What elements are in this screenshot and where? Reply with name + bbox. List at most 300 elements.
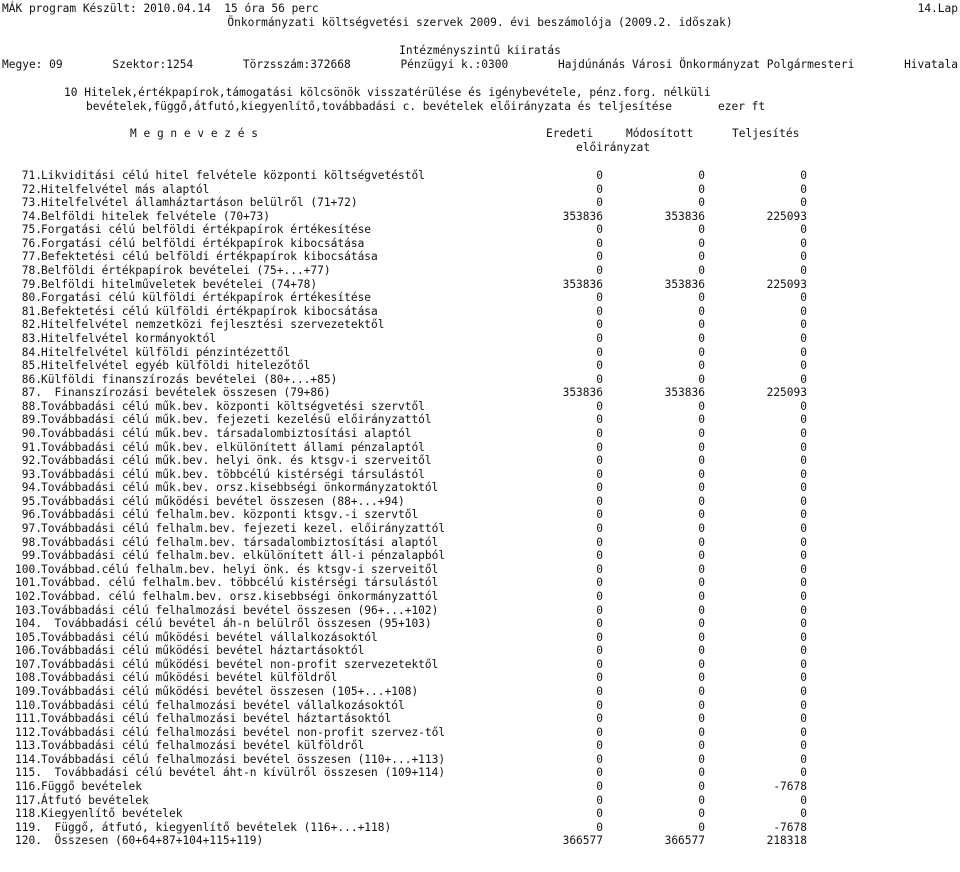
value-original: 0 (596, 182, 603, 196)
table-row (0, 305, 960, 319)
row-number: 86. (21, 372, 42, 386)
value-original: 0 (596, 440, 603, 454)
table-row (0, 386, 960, 400)
col-header-modified: Módosított (626, 127, 694, 140)
data-table (0, 169, 960, 848)
value-actual: 225093 (766, 386, 807, 400)
row-number: 104. (15, 617, 42, 631)
value-modified: 0 (698, 223, 705, 237)
value-original: 353836 (562, 386, 603, 400)
value-actual: 0 (800, 250, 807, 264)
value-original: 0 (596, 684, 603, 698)
value-actual: 0 (800, 182, 807, 196)
table-row (0, 291, 960, 305)
value-modified: 0 (698, 603, 705, 617)
row-number: 105. (15, 630, 42, 644)
col-header-name: M e g n e v e z é s (130, 127, 258, 140)
value-actual: 0 (800, 481, 807, 495)
table-row (0, 508, 960, 522)
row-label: Függő, átfutó, kiegyenlítő bevételek (116+...+118) (41, 820, 392, 834)
value-actual: 0 (800, 318, 807, 332)
value-modified: 0 (698, 508, 705, 522)
value-original: 0 (596, 522, 603, 536)
value-actual: 0 (800, 535, 807, 549)
row-number: 92. (21, 454, 42, 468)
value-actual: 0 (800, 589, 807, 603)
value-modified: 0 (698, 630, 705, 644)
row-label: Függő bevételek (41, 780, 143, 794)
sector: Szektor:1254 (112, 58, 194, 71)
row-number: 95. (21, 494, 42, 508)
value-modified: 0 (698, 331, 705, 345)
value-actual: 0 (800, 426, 807, 440)
value-original: 0 (596, 345, 603, 359)
table-row (0, 237, 960, 251)
row-number: 88. (21, 399, 42, 413)
table-row (0, 318, 960, 332)
value-original: 0 (596, 807, 603, 821)
table-row (0, 807, 960, 821)
value-original: 0 (596, 250, 603, 264)
row-label: Továbbad. célú felhalm.bev. orsz.kisebbségi önkormányzattól (41, 589, 439, 603)
value-modified: 0 (698, 494, 705, 508)
row-label: Befektetési célú belföldi értékpapírok kibocsátása (41, 250, 378, 264)
row-label: Továbbadási célú felhalmozási bevétel külföldről (41, 739, 365, 753)
value-modified: 0 (698, 413, 705, 427)
value-modified: 0 (698, 196, 705, 210)
value-actual: 0 (800, 807, 807, 821)
row-number: 118. (15, 807, 42, 821)
value-original: 0 (596, 264, 603, 278)
table-row (0, 522, 960, 536)
value-actual: 0 (800, 236, 807, 250)
table-row (0, 536, 960, 550)
value-original: 0 (596, 236, 603, 250)
row-number: 94. (21, 481, 42, 495)
row-number: 107. (15, 657, 42, 671)
row-label: Továbbadási célú működési bevétel külföldről (41, 671, 338, 685)
value-actual: 0 (800, 739, 807, 753)
row-number: 113. (15, 739, 42, 753)
value-modified: 0 (698, 766, 705, 780)
table-row (0, 699, 960, 713)
value-original: 0 (596, 617, 603, 631)
value-actual: 0 (800, 399, 807, 413)
row-label: Továbbadási célú műk.bev. elkülönített állami pénzalaptól (41, 440, 425, 454)
value-actual: 0 (800, 372, 807, 386)
row-number: 80. (21, 291, 42, 305)
value-actual: 0 (800, 196, 807, 210)
value-modified: 0 (698, 440, 705, 454)
value-actual: 0 (800, 264, 807, 278)
value-actual: 0 (800, 657, 807, 671)
table-row (0, 685, 960, 699)
col-header-actual: Teljesítés (732, 127, 800, 140)
value-actual: 0 (800, 630, 807, 644)
value-actual: 0 (800, 644, 807, 658)
row-label: Hitelfelvétel államháztartáson belülről (71+72) (41, 196, 358, 210)
value-actual: 0 (800, 684, 807, 698)
row-number: 110. (15, 698, 42, 712)
row-number: 73. (21, 196, 42, 210)
value-modified: 0 (698, 820, 705, 834)
value-original: 0 (596, 589, 603, 603)
value-original: 0 (596, 454, 603, 468)
value-original: 0 (596, 712, 603, 726)
value-modified: 0 (698, 684, 705, 698)
row-number: 78. (21, 264, 42, 278)
row-label: Továbbadási célú műk.bev. központi költségvetési szervtől (41, 399, 425, 413)
value-actual: 0 (800, 467, 807, 481)
row-number: 109. (15, 684, 42, 698)
value-original: 0 (596, 549, 603, 563)
row-number: 82. (21, 318, 42, 332)
value-modified: 353836 (664, 209, 705, 223)
table-row (0, 332, 960, 346)
value-modified: 0 (698, 264, 705, 278)
row-label: Továbbadási célú működési bevétel háztartásoktól (41, 644, 365, 658)
row-number: 108. (15, 671, 42, 685)
value-actual: 0 (800, 304, 807, 318)
value-actual: 225093 (766, 209, 807, 223)
table-row (0, 169, 960, 183)
table-row (0, 454, 960, 468)
row-number: 112. (15, 725, 42, 739)
row-label: Likviditási célú hitel felvétele központi költségvetéstől (41, 169, 425, 182)
row-label: Hitelfelvétel más alaptól (41, 182, 210, 196)
table-row (0, 359, 960, 373)
table-row (0, 427, 960, 441)
value-modified: 0 (698, 644, 705, 658)
row-label: Forgatási célú belföldi értékpapírok kibocsátása (41, 236, 365, 250)
row-number: 81. (21, 304, 42, 318)
table-row (0, 278, 960, 292)
value-actual: 0 (800, 793, 807, 807)
row-number: 101. (15, 576, 42, 590)
institution-name-suffix: Hivatala (904, 58, 958, 71)
table-row (0, 766, 960, 780)
value-actual: 0 (800, 562, 807, 576)
value-original: 0 (596, 331, 603, 345)
row-label: Továbbadási célú bevétel áht-n kívülről összesen (109+114) (41, 766, 446, 780)
row-number: 77. (21, 250, 42, 264)
row-number: 111. (15, 712, 42, 726)
row-label: Átfutó bevételek (41, 793, 149, 807)
table-row (0, 250, 960, 264)
value-original: 0 (596, 304, 603, 318)
row-number: 100. (15, 562, 42, 576)
table-row (0, 780, 960, 794)
value-modified: 0 (698, 399, 705, 413)
row-label: Belföldi értékpapírok bevételei (75+...+77) (41, 264, 331, 278)
value-original: 0 (596, 725, 603, 739)
value-original: 0 (596, 630, 603, 644)
unit-label: ezer ft (717, 100, 766, 113)
row-label: Továbbadási célú felhalmozási bevétel vállalkozásoktól (41, 698, 405, 712)
value-modified: 0 (698, 359, 705, 373)
row-label: Hitelfelvétel egyéb külföldi hitelezőtől (41, 359, 311, 373)
value-original: 0 (596, 657, 603, 671)
table-row (0, 183, 960, 197)
report-section: Intézményszintű kiiratás (399, 44, 561, 57)
row-number: 72. (21, 182, 42, 196)
table-row (0, 658, 960, 672)
value-original: 0 (596, 467, 603, 481)
value-actual: 0 (800, 494, 807, 508)
table-row (0, 495, 960, 509)
value-modified: 0 (698, 535, 705, 549)
value-modified: 0 (698, 589, 705, 603)
institution-name: Hajdúnánás Városi Önkormányzat Polgármesteri (557, 58, 855, 71)
table-row (0, 549, 960, 563)
value-actual: 0 (800, 454, 807, 468)
value-modified: 0 (698, 304, 705, 318)
table-row (0, 671, 960, 685)
row-label: Továbbadási célú műk.bev. fejezeti kezelésű előirányzattól (41, 413, 432, 427)
value-modified: 0 (698, 807, 705, 821)
table-row (0, 821, 960, 835)
value-modified: 0 (698, 372, 705, 386)
table-row (0, 196, 960, 210)
value-actual: -7678 (773, 820, 807, 834)
row-number: 76. (21, 236, 42, 250)
value-actual: 218318 (766, 834, 807, 848)
value-modified: 0 (698, 291, 705, 305)
value-actual: 0 (800, 603, 807, 617)
table-row (0, 346, 960, 360)
value-modified: 0 (698, 467, 705, 481)
value-original: 366577 (562, 834, 603, 848)
row-number: 74. (21, 209, 42, 223)
row-label: Továbbadási célú műk.bev. többcélú kistérségi társulástól (41, 467, 425, 481)
table-row (0, 631, 960, 645)
value-modified: 0 (698, 739, 705, 753)
value-modified: 0 (698, 522, 705, 536)
value-modified: 0 (698, 780, 705, 794)
value-actual: 0 (800, 712, 807, 726)
value-actual: 0 (800, 291, 807, 305)
value-original: 0 (596, 399, 603, 413)
value-modified: 0 (698, 345, 705, 359)
value-original: 0 (596, 494, 603, 508)
row-label: Továbbadási célú felhalmozási bevétel összesen (110+...+113) (41, 752, 446, 766)
table-row (0, 576, 960, 590)
value-original: 0 (596, 739, 603, 753)
registry-number: Törzsszám:372668 (242, 58, 351, 71)
value-actual: 0 (800, 725, 807, 739)
value-original: 0 (596, 820, 603, 834)
value-actual: 0 (800, 331, 807, 345)
row-label: Forgatási célú külföldi értékpapírok értékesítése (41, 291, 372, 305)
row-label: Továbbadási célú műk.bev. orsz.kisebbségi önkormányzatoktól (41, 481, 439, 495)
table-row (0, 644, 960, 658)
row-label: Hitelfelvétel kormányoktól (41, 331, 217, 345)
value-modified: 0 (698, 576, 705, 590)
row-label: Továbbad.célú felhalm.bev. helyi önk. és ktsgv-i szerveitől (41, 562, 439, 576)
value-modified: 0 (698, 725, 705, 739)
institution-meta (2, 58, 958, 71)
value-actual: 0 (800, 223, 807, 237)
row-label: Továbbadási célú működési bevétel vállalkozásoktól (41, 630, 378, 644)
value-original: 353836 (562, 209, 603, 223)
value-original: 0 (596, 169, 603, 182)
col-header-original: Eredeti (546, 127, 594, 140)
row-label: Hitelfelvétel külföldi pénzintézettől (41, 345, 291, 359)
row-number: 84. (21, 345, 42, 359)
row-number: 106. (15, 644, 42, 658)
value-actual: 225093 (766, 277, 807, 291)
value-original: 0 (596, 223, 603, 237)
value-original: 0 (596, 291, 603, 305)
table-row (0, 373, 960, 387)
row-number: 83. (21, 331, 42, 345)
value-original: 0 (596, 752, 603, 766)
value-original: 0 (596, 426, 603, 440)
value-original: 0 (596, 196, 603, 210)
value-modified: 0 (698, 712, 705, 726)
report-header-left: MÁK program Készült: 2010.04.14 15 óra 56 perc (2, 2, 319, 15)
value-original: 0 (596, 413, 603, 427)
value-original: 0 (596, 318, 603, 332)
value-actual: 0 (800, 671, 807, 685)
page-number: 14.Lap (917, 2, 958, 15)
row-number: 96. (21, 508, 42, 522)
value-actual: 0 (800, 440, 807, 454)
value-actual: 0 (800, 549, 807, 563)
row-number: 98. (21, 535, 42, 549)
row-number: 115. (15, 766, 42, 780)
value-original: 0 (596, 372, 603, 386)
table-row (0, 753, 960, 767)
value-modified: 0 (698, 549, 705, 563)
value-original: 0 (596, 576, 603, 590)
row-label: Továbbadási célú felhalm.bev. elkülönített áll-i pénzalapból (41, 549, 446, 563)
row-number: 85. (21, 359, 42, 373)
value-actual: 0 (800, 617, 807, 631)
table-row (0, 210, 960, 224)
col-header-original-line2: előirányzat (576, 141, 651, 154)
value-modified: 366577 (664, 834, 705, 848)
row-number: 99. (21, 549, 42, 563)
row-label: Továbbadási célú felhalm.bev. fejezeti kezel. előirányzattól (41, 522, 446, 536)
value-original: 0 (596, 359, 603, 373)
table-title: 10 Hitelek,értékpapírok,támogatási kölcsönök visszatérülése és igénybevétele, pénz.forg. nélküli (64, 86, 711, 99)
table-row (0, 481, 960, 495)
table-row (0, 712, 960, 726)
row-label: Finanszírozási bevételek összesen (79+86) (41, 386, 331, 400)
value-modified: 0 (698, 481, 705, 495)
row-label: Belföldi hitelek felvétele (70+73) (41, 209, 271, 223)
table-row (0, 794, 960, 808)
row-number: 93. (21, 467, 42, 481)
table-row (0, 739, 960, 753)
value-modified: 0 (698, 454, 705, 468)
row-label: Továbbadási célú felhalm.bev. központi ktsgv.-i szervtől (41, 508, 419, 522)
table-row (0, 563, 960, 577)
row-number: 79. (21, 277, 42, 291)
value-original: 0 (596, 766, 603, 780)
row-label: Forgatási célú belföldi értékpapírok értékesítése (41, 223, 372, 237)
row-number: 102. (15, 589, 42, 603)
value-original: 0 (596, 562, 603, 576)
row-number: 116. (15, 780, 42, 794)
row-label: Összesen (60+64+87+104+115+119) (41, 834, 264, 848)
value-original: 0 (596, 508, 603, 522)
financial-code: Pénzügyi k.:0300 (400, 58, 509, 71)
value-actual: 0 (800, 508, 807, 522)
value-modified: 0 (698, 182, 705, 196)
row-label: Továbbadási célú felhalmozási bevétel összesen (96+...+102) (41, 603, 439, 617)
row-label: Kiegyenlítő bevételek (41, 807, 183, 821)
row-number: 103. (15, 603, 42, 617)
value-original: 0 (596, 698, 603, 712)
row-label: Továbbad. célú felhalm.bev. többcélú kistérségi társulástól (41, 576, 439, 590)
table-row (0, 617, 960, 631)
value-modified: 353836 (664, 386, 705, 400)
value-original: 0 (596, 644, 603, 658)
row-number: 120. (15, 834, 42, 848)
value-original: 0 (596, 780, 603, 794)
value-actual: 0 (800, 576, 807, 590)
row-label: Továbbadási célú felhalmozási bevétel non-profit szervez-től (41, 725, 446, 739)
value-actual: 0 (800, 359, 807, 373)
value-original: 0 (596, 671, 603, 685)
value-actual: 0 (800, 698, 807, 712)
row-number: 87. (21, 386, 42, 400)
row-number: 71. (21, 169, 42, 182)
value-original: 0 (596, 793, 603, 807)
value-modified: 353836 (664, 277, 705, 291)
table-description (86, 100, 765, 113)
row-label: Továbbadási célú bevétel áh-n belülről összesen (95+103) (41, 617, 432, 631)
row-label: Továbbadási célú műk.bev. helyi önk. és ktsgv-i szerveitől (41, 454, 432, 468)
table-row (0, 468, 960, 482)
row-label: Belföldi hitelműveletek bevételei (74+78) (41, 277, 318, 291)
value-modified: 0 (698, 752, 705, 766)
value-modified: 0 (698, 657, 705, 671)
value-modified: 0 (698, 671, 705, 685)
row-number: 117. (15, 793, 42, 807)
table-description-text: bevételek,függő,átfutó,kiegyenlítő,továbbadási c. bevételek előirányzata és teljesítése (86, 100, 672, 113)
value-original: 0 (596, 603, 603, 617)
value-actual: 0 (800, 345, 807, 359)
table-row (0, 604, 960, 618)
row-number: 89. (21, 413, 42, 427)
value-modified: 0 (698, 426, 705, 440)
value-modified: 0 (698, 793, 705, 807)
row-label: Továbbadási célú működési bevétel összesen (105+...+108) (41, 684, 419, 698)
row-label: Külföldi finanszírozás bevételei (80+...+85) (41, 372, 338, 386)
value-modified: 0 (698, 318, 705, 332)
value-actual: 0 (800, 766, 807, 780)
value-actual: -7678 (773, 780, 807, 794)
row-number: 75. (21, 223, 42, 237)
row-number: 97. (21, 522, 42, 536)
table-row (0, 590, 960, 604)
value-actual: 0 (800, 752, 807, 766)
value-actual: 0 (800, 413, 807, 427)
row-label: Továbbadási célú működési bevétel non-profit szervezetektől (41, 657, 439, 671)
row-label: Továbbadási célú működési bevétel összesen (88+...+94) (41, 494, 405, 508)
county: Megye: 09 (2, 58, 63, 71)
row-label: Továbbadási célú felhalm.bev. társadalombiztosítási alaptól (41, 535, 439, 549)
table-row (0, 413, 960, 427)
value-original: 353836 (562, 277, 603, 291)
table-row (0, 726, 960, 740)
value-modified: 0 (698, 617, 705, 631)
row-label: Befektetési célú külföldi értékpapírok kibocsátása (41, 304, 378, 318)
row-number: 90. (21, 426, 42, 440)
